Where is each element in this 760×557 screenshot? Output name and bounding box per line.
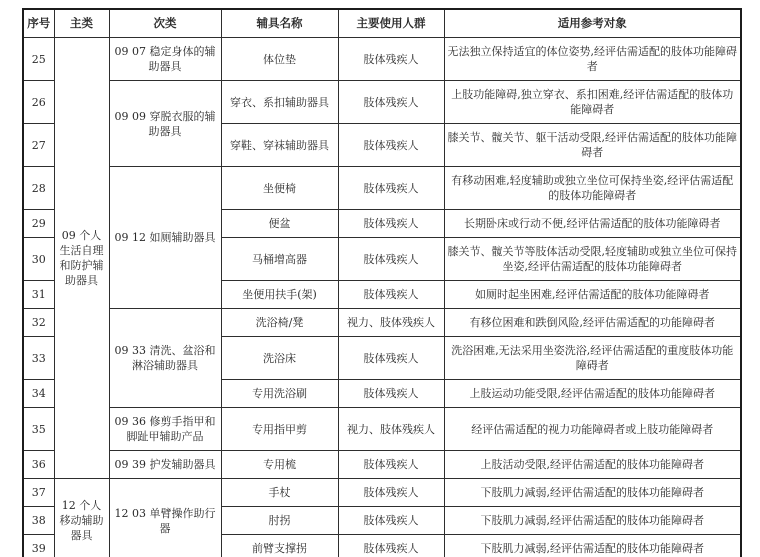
cell-name: 专用梳: [221, 451, 338, 479]
cell-index: 28: [23, 167, 54, 210]
cell-index: 32: [23, 309, 54, 337]
cell-sub: 09 39 护发辅助器具: [109, 451, 221, 479]
col-header-device-name: 辅具名称: [221, 9, 338, 38]
cell-main: 09 个人生活自理和防护辅助器具: [54, 38, 109, 479]
cell-index: 30: [23, 238, 54, 281]
cell-ref: 上肢功能障碍,独立穿衣、系扣困难,经评估需适配的肢体功能障碍者: [444, 81, 741, 124]
cell-group: 肢体残疾人: [338, 210, 444, 238]
header-row: [23, 9, 741, 38]
table-row: [23, 408, 741, 451]
cell-group: 肢体残疾人: [338, 81, 444, 124]
table-row: [23, 167, 741, 210]
table-row: [23, 81, 741, 124]
cell-index: 26: [23, 81, 54, 124]
cell-sub: 12 03 单臂操作助行器: [109, 479, 221, 557]
cell-main: 12 个人移动辅助器具: [54, 479, 109, 557]
col-header-reference: 适用参考对象: [444, 9, 741, 38]
cell-name: 穿鞋、穿袜辅助器具: [221, 124, 338, 167]
cell-name: 手杖: [221, 479, 338, 507]
cell-name: 专用指甲剪: [221, 408, 338, 451]
cell-name: 洗浴椅/凳: [221, 309, 338, 337]
cell-group: 肢体残疾人: [338, 535, 444, 557]
cell-sub: 09 36 修剪手指甲和脚趾甲辅助产品: [109, 408, 221, 451]
cell-ref: 下肢肌力减弱,经评估需适配的肢体功能障碍者: [444, 535, 741, 557]
cell-group: 肢体残疾人: [338, 337, 444, 380]
cell-name: 坐便椅: [221, 167, 338, 210]
cell-index: 37: [23, 479, 54, 507]
cell-ref: 有移动困难,轻度辅助或独立坐位可保持坐姿,经评估需适配的肢体功能障碍者: [444, 167, 741, 210]
cell-ref: 膝关节、髋关节等肢体活动受限,轻度辅助或独立坐位可保持坐姿,经评估需适配的肢体功能障碍者: [444, 238, 741, 281]
cell-group: 肢体残疾人: [338, 479, 444, 507]
cell-name: 体位垫: [221, 38, 338, 81]
cell-sub: 09 12 如厕辅助器具: [109, 167, 221, 309]
cell-ref: 长期卧床或行动不便,经评估需适配的肢体功能障碍者: [444, 210, 741, 238]
cell-index: 36: [23, 451, 54, 479]
cell-name: 马桶增高器: [221, 238, 338, 281]
cell-name: 坐便用扶手(架): [221, 281, 338, 309]
cell-group: 肢体残疾人: [338, 38, 444, 81]
table-row: [23, 38, 741, 81]
cell-index: 33: [23, 337, 54, 380]
cell-ref: 无法独立保持适宜的体位姿势,经评估需适配的肢体功能障碍者: [444, 38, 741, 81]
cell-ref: 下肢肌力减弱,经评估需适配的肢体功能障碍者: [444, 507, 741, 535]
cell-name: 便盆: [221, 210, 338, 238]
cell-ref: 下肢肌力减弱,经评估需适配的肢体功能障碍者: [444, 479, 741, 507]
table-row: [23, 479, 741, 507]
cell-ref: 上肢活动受限,经评估需适配的肢体功能障碍者: [444, 451, 741, 479]
cell-ref: 经评估需适配的视力功能障碍者或上肢功能障碍者: [444, 408, 741, 451]
cell-index: 31: [23, 281, 54, 309]
assistive-devices-table: [22, 8, 742, 557]
cell-group: 肢体残疾人: [338, 507, 444, 535]
col-header-sub-category: 次类: [109, 9, 221, 38]
table-row: [23, 451, 741, 479]
cell-sub: 09 33 清洗、盆浴和淋浴辅助器具: [109, 309, 221, 408]
cell-index: 34: [23, 380, 54, 408]
cell-group: 肢体残疾人: [338, 281, 444, 309]
col-header-main-category: 主类: [54, 9, 109, 38]
cell-name: 洗浴床: [221, 337, 338, 380]
cell-group: 视力、肢体残疾人: [338, 309, 444, 337]
cell-index: 25: [23, 38, 54, 81]
cell-group: 肢体残疾人: [338, 167, 444, 210]
cell-sub: 09 07 稳定身体的辅助器具: [109, 38, 221, 81]
col-header-index: 序号: [23, 9, 54, 38]
cell-sub: 09 09 穿脱衣服的辅助器具: [109, 81, 221, 167]
cell-index: 39: [23, 535, 54, 557]
cell-name: 肘拐: [221, 507, 338, 535]
cell-group: 视力、肢体残疾人: [338, 408, 444, 451]
cell-index: 38: [23, 507, 54, 535]
cell-ref: 洗浴困难,无法采用坐姿洗浴,经评估需适配的重度肢体功能障碍者: [444, 337, 741, 380]
cell-index: 27: [23, 124, 54, 167]
cell-name: 专用洗浴刷: [221, 380, 338, 408]
table-row: [23, 309, 741, 337]
cell-ref: 如厕时起坐困难,经评估需适配的肢体功能障碍者: [444, 281, 741, 309]
cell-group: 肢体残疾人: [338, 238, 444, 281]
cell-group: 肢体残疾人: [338, 124, 444, 167]
cell-ref: 膝关节、髋关节、躯干活动受限,经评估需适配的肢体功能障碍者: [444, 124, 741, 167]
cell-group: 肢体残疾人: [338, 380, 444, 408]
cell-name: 前臂支撑拐: [221, 535, 338, 557]
cell-ref: 有移位困难和跌倒风险,经评估需适配的功能障碍者: [444, 309, 741, 337]
cell-index: 35: [23, 408, 54, 451]
cell-group: 肢体残疾人: [338, 451, 444, 479]
cell-index: 29: [23, 210, 54, 238]
table-body: [23, 38, 741, 557]
col-header-user-group: 主要使用人群: [338, 9, 444, 38]
cell-name: 穿衣、系扣辅助器具: [221, 81, 338, 124]
cell-ref: 上肢运动功能受限,经评估需适配的肢体功能障碍者: [444, 380, 741, 408]
